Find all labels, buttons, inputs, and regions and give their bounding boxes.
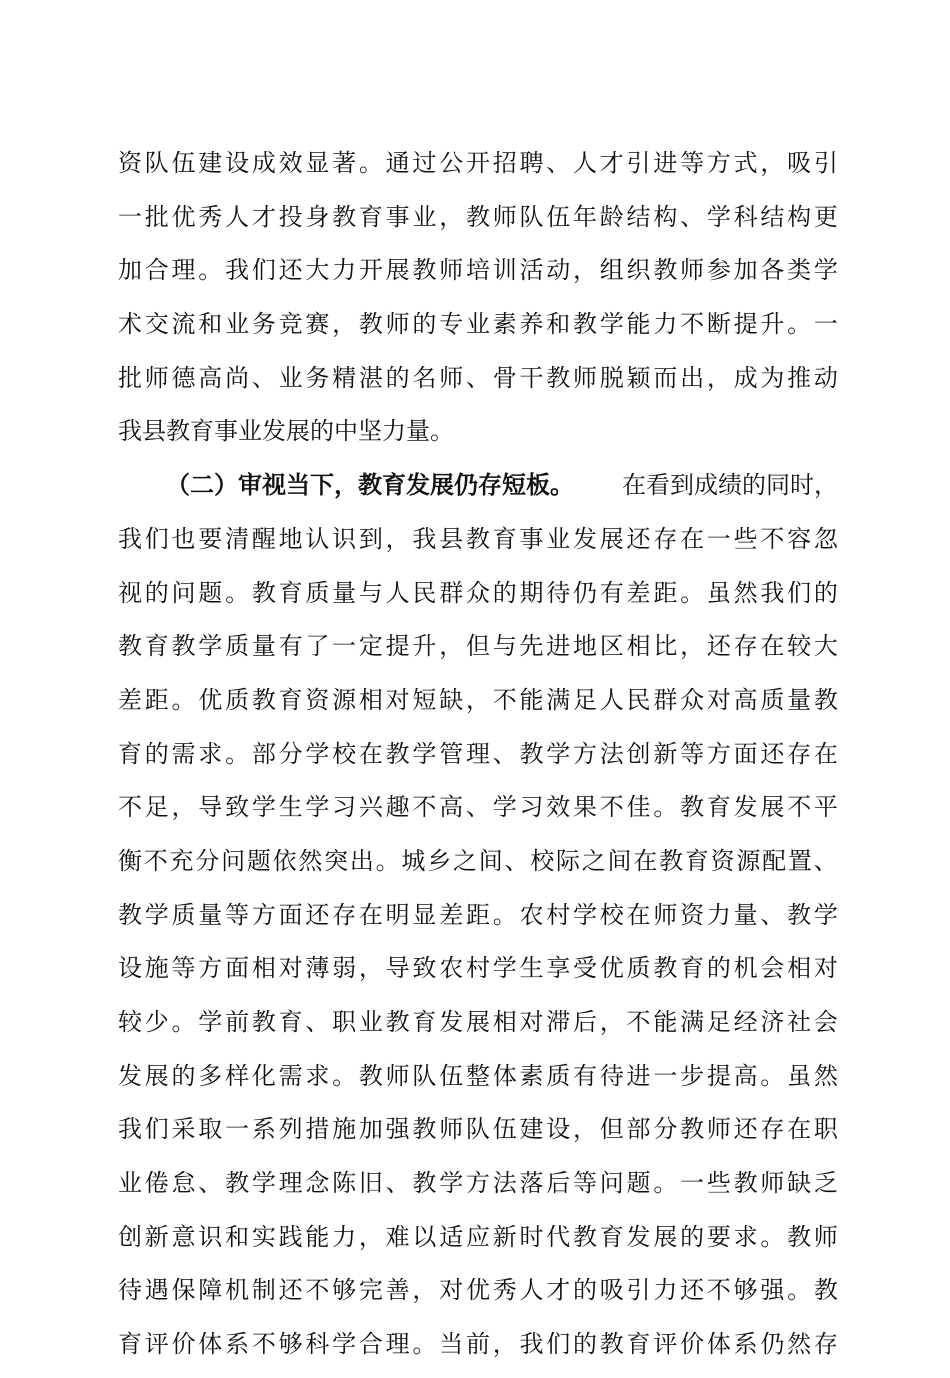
paragraph-2-line: 教 学 质 量 等 方 面 还 存 在 明 显 差 距 。 农 村 学 校 在 师 资 力 量 、 教 学 — [118, 900, 838, 929]
paragraph-1-line: 一 批 优 秀 人 才 投 身 教 育 事 业 ， 教 师 队 伍 年 龄 结 构 、 学 科 结 构 更 — [118, 202, 838, 231]
paragraph-2-line: 衡 不 充 分 问 题 依 然 突 出 。 城 乡 之 间 、 校 际 之 间 在 教 育 资 源 配 置 、 — [118, 846, 838, 875]
paragraph-2-line: 我 们 也 要 清 醒 地 认 识 到 ， 我 县 教 育 事 业 发 展 还 存 在 一 些 不 容 忽 — [118, 524, 838, 553]
paragraph-2-line: 待 遇 保 障 机 制 还 不 够 完 善 ， 对 优 秀 人 才 的 吸 引 力 还 不 够 强 。 教 — [118, 1276, 838, 1305]
paragraph-2-first-line-text: 在看到成绩的同时， — [622, 471, 838, 500]
paragraph-1-line: 加 合 理 。 我 们 还 大 力 开 展 教 师 培 训 活 动 ， 组 织 教 师 参 加 各 类 学 — [118, 256, 838, 285]
paragraph-1-line: 资 队 伍 建 设 成 效 显 著 。 通 过 公 开 招 聘 、 人 才 引 进 等 方 式 ， 吸 引 — [118, 149, 838, 177]
paragraph-1-line: 术 交 流 和 业 务 竞 赛 ， 教 师 的 专 业 素 养 和 教 学 能 力 不 断 提 升 。 一 — [118, 310, 838, 339]
paragraph-2-first-line — [118, 465, 838, 519]
paragraph-2-line: 创 新 意 识 和 实 践 能 力 ， 难 以 适 应 新 时 代 教 育 发 展 的 要 求 。 教 师 — [118, 1222, 838, 1251]
paragraph-2-line: 视 的 问 题 。 教 育 质 量 与 人 民 群 众 的 期 待 仍 有 差 距 。 虽 然 我 们 的 — [118, 578, 838, 607]
paragraph-2-line: 育 的 需 求 。 部 分 学 校 在 教 学 管 理 、 教 学 方 法 创 新 等 方 面 还 存 在 — [118, 739, 838, 768]
document-body — [118, 143, 838, 1378]
paragraph-2-line: 不 足 ， 导 致 学 生 学 习 兴 趣 不 高 、 学 习 效 果 不 佳 。 教 育 发 展 不 平 — [118, 793, 838, 822]
section-heading: （二）审视当下，教育发展仍存短板。 — [166, 470, 574, 500]
paragraph-2-line: 设 施 等 方 面 相 对 薄 弱 ， 导 致 农 村 学 生 享 受 优 质 教 育 的 机 会 相 对 — [118, 954, 838, 983]
paragraph-2-line: 教 育 教 学 质 量 有 了 一 定 提 升 ， 但 与 先 进 地 区 相 比 ， 还 存 在 较 大 — [118, 632, 838, 661]
paragraph-1-line: 批 师 德 高 尚 、 业 务 精 湛 的 名 师 、 骨 干 教 师 脱 颖 而 出 ， 成 为 推 动 — [118, 363, 838, 392]
paragraph-2-line: 业 倦 怠 、 教 学 理 念 陈 旧 、 教 学 方 法 落 后 等 问 题 。 一 些 教 师 缺 乏 — [118, 1169, 838, 1198]
paragraph-2-line: 差 距 。 优 质 教 育 资 源 相 对 短 缺 ， 不 能 满 足 人 民 群 众 对 高 质 量 教 — [118, 685, 838, 714]
paragraph-2-line: 育 评 价 体 系 不 够 科 学 合 理 。 当 前 ， 我 们 的 教 育 评 价 体 系 仍 然 存 — [118, 1330, 838, 1359]
paragraph-1-line: 我县教育事业发展的中坚力量。 — [118, 417, 454, 446]
paragraph-2-line: 发 展 的 多 样 化 需 求 。 教 师 队 伍 整 体 素 质 有 待 进 一 步 提 高 。 虽 然 — [118, 1061, 838, 1090]
paragraph-2-line: 较 少 。 学 前 教 育 、 职 业 教 育 发 展 相 对 滞 后 ， 不 能 满 足 经 济 社 会 — [118, 1008, 838, 1036]
paragraph-2-line: 我 们 采 取 一 系 列 措 施 加 强 教 师 队 伍 建 设 ， 但 部 分 教 师 还 存 在 职 — [118, 1115, 838, 1144]
